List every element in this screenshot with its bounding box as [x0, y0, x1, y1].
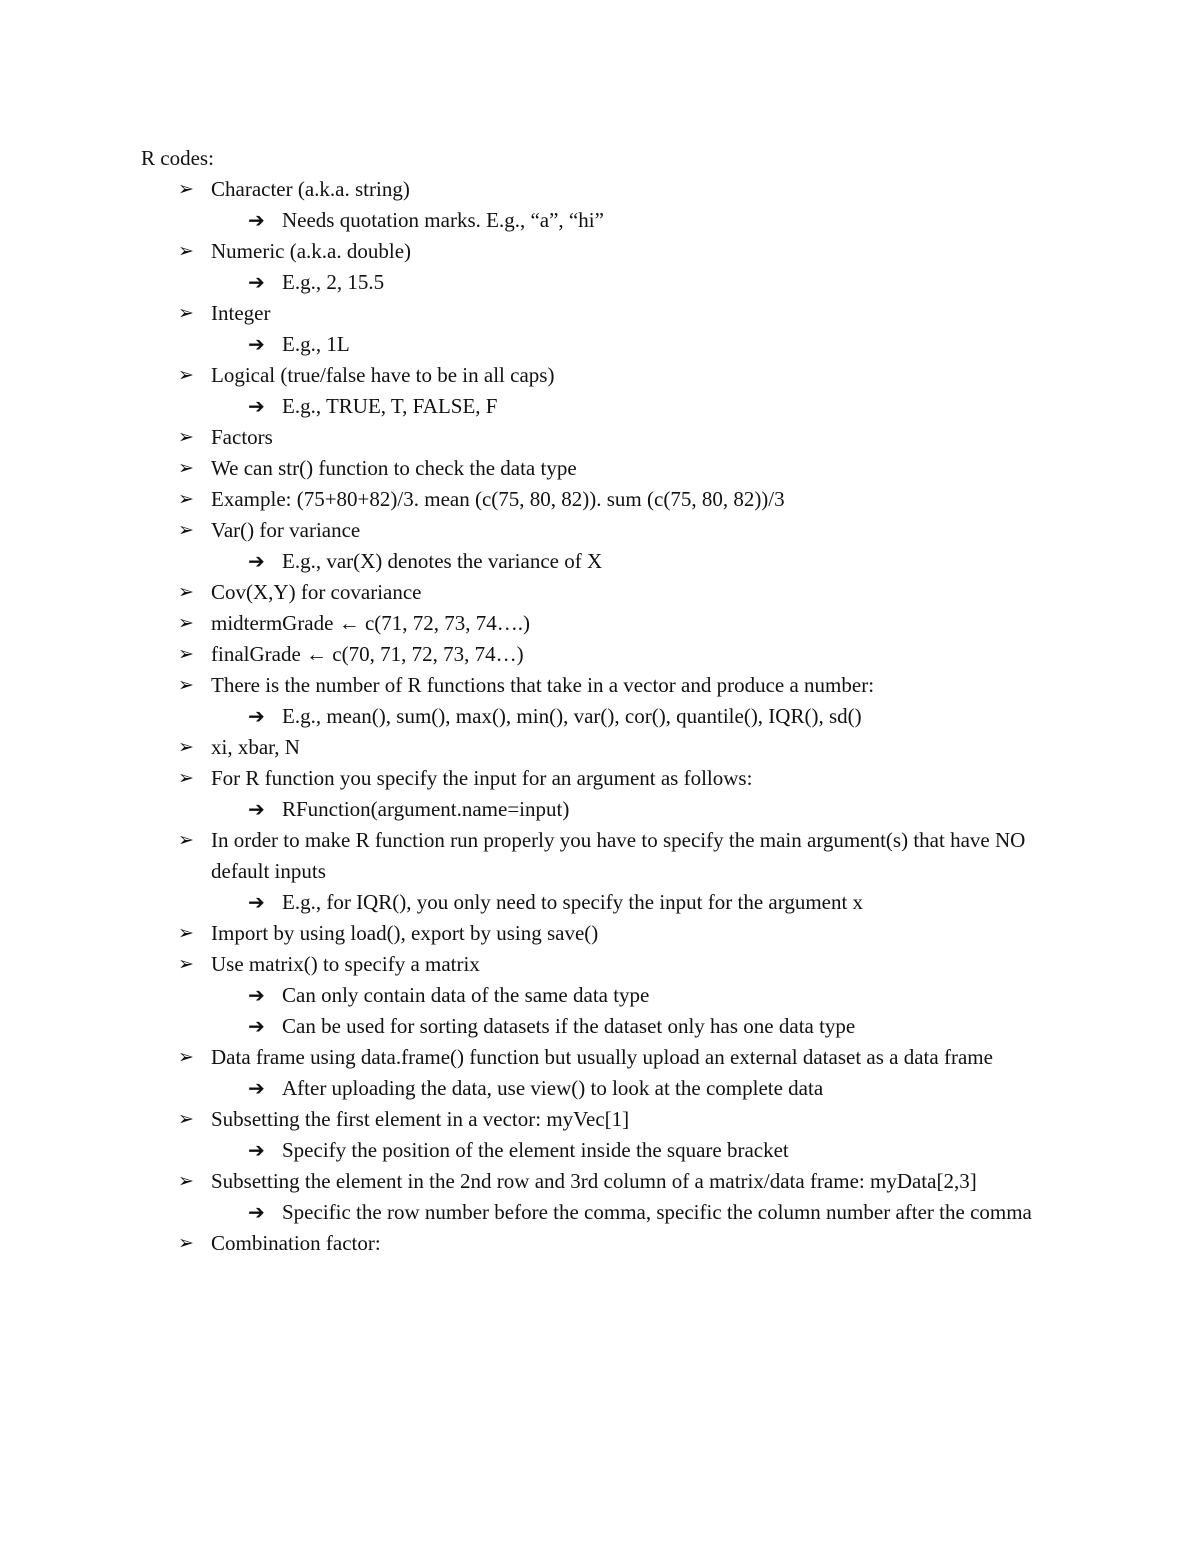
right-arrow-bullet-icon: ➔ — [248, 549, 265, 573]
arrowhead-bullet-icon: ➢ — [178, 1170, 194, 1192]
list-item-text: midtermGrade ← c(71, 72, 73, 74….) — [211, 611, 531, 635]
sub-list-item — [0, 1135, 1062, 1166]
list-item — [0, 515, 1051, 546]
arrowhead-bullet-icon: ➢ — [178, 767, 194, 789]
sub-list-item — [0, 546, 1062, 577]
arrowhead-bullet-icon: ➢ — [178, 829, 194, 851]
right-arrow-bullet-icon: ➔ — [248, 797, 265, 821]
list-item-text: xi, xbar, N — [211, 735, 300, 759]
sub-list-item-text: Specify the position of the element inside the square bracket — [282, 1138, 789, 1162]
sub-list-item-text: Needs quotation marks. E.g., “a”, “hi” — [282, 208, 604, 232]
list-item — [0, 608, 1051, 639]
sub-list-item-text: E.g., TRUE, T, FALSE, F — [282, 394, 498, 418]
list-item-text: Combination factor: — [211, 1231, 381, 1255]
right-arrow-bullet-icon: ➔ — [248, 1138, 265, 1162]
list-item-text: Subsetting the first element in a vector: myVec[1] — [211, 1107, 630, 1131]
right-arrow-bullet-icon: ➔ — [248, 394, 265, 418]
arrowhead-bullet-icon: ➢ — [178, 922, 194, 944]
list-item-text: Factors — [211, 425, 273, 449]
arrowhead-bullet-icon: ➢ — [178, 426, 194, 448]
list-item — [0, 918, 1051, 949]
sub-list-item-text: RFunction(argument.name=input) — [282, 797, 570, 821]
sub-list-item — [0, 1011, 1062, 1042]
arrowhead-bullet-icon: ➢ — [178, 178, 194, 200]
list-item-text: Data frame using data.frame() function but usually upload an external dataset as a data frame — [211, 1045, 993, 1069]
arrowhead-bullet-icon: ➢ — [178, 519, 194, 541]
list-item — [0, 360, 1051, 391]
arrowhead-bullet-icon: ➢ — [178, 1232, 194, 1254]
arrowhead-bullet-icon: ➢ — [178, 1108, 194, 1130]
arrowhead-bullet-icon: ➢ — [178, 240, 194, 262]
list-item — [0, 236, 1051, 267]
sub-list-item-text: E.g., 1L — [282, 332, 350, 356]
list-item — [0, 825, 1051, 887]
list-item — [0, 949, 1051, 980]
list-item-text: Example: (75+80+82)/3. mean (c(75, 80, 82)). sum (c(75, 80, 82))/3 — [211, 487, 785, 511]
list-item — [0, 453, 1051, 484]
right-arrow-bullet-icon: ➔ — [248, 1076, 265, 1100]
right-arrow-bullet-icon: ➔ — [248, 983, 265, 1007]
list-item — [0, 174, 1051, 205]
list-item-text: Integer — [211, 301, 271, 325]
right-arrow-bullet-icon: ➔ — [248, 704, 265, 728]
list-item-text: In order to make R function run properly you have to specify the main argument(s) that have NO default inputs — [211, 828, 1026, 883]
arrowhead-bullet-icon: ➢ — [178, 457, 194, 479]
sub-list-item-text: E.g., 2, 15.5 — [282, 270, 385, 294]
sub-list-item-text: E.g., var(X) denotes the variance of X — [282, 549, 603, 573]
sub-list-item — [0, 267, 1062, 298]
sub-list-item — [0, 980, 1062, 1011]
list-item — [0, 732, 1051, 763]
list-item-text: For R function you specify the input for an argument as follows: — [211, 766, 753, 790]
arrowhead-bullet-icon: ➢ — [178, 643, 194, 665]
sub-list-item — [0, 1073, 1062, 1104]
list-item — [0, 577, 1051, 608]
sub-list-item-text: E.g., for IQR(), you only need to specify the input for the argument x — [282, 890, 864, 914]
list-item-text: Character (a.k.a. string) — [211, 177, 410, 201]
page-title: R codes: — [141, 146, 214, 170]
list-item-text: Subsetting the element in the 2nd row and 3rd column of a matrix/data frame: myData[2,3] — [211, 1169, 977, 1193]
sub-list-item — [0, 391, 1062, 422]
sub-list-item — [0, 794, 1062, 825]
list-item-text: We can str() function to check the data type — [211, 456, 577, 480]
list-item-text: Var() for variance — [211, 518, 361, 542]
list-item-text: There is the number of R functions that take in a vector and produce a number: — [211, 673, 875, 697]
list-item-text: Use matrix() to specify a matrix — [211, 952, 480, 976]
sub-list-item-text: Specific the row number before the comma, specific the column number after the comma — [282, 1200, 1032, 1224]
list-item-text: Import by using load(), export by using save() — [211, 921, 599, 945]
arrowhead-bullet-icon: ➢ — [178, 581, 194, 603]
sub-list-item — [0, 701, 1062, 732]
arrowhead-bullet-icon: ➢ — [178, 1046, 194, 1068]
list-item-text: Cov(X,Y) for covariance — [211, 580, 422, 604]
list-item — [0, 1166, 1051, 1197]
list-item — [0, 639, 1051, 670]
sub-list-item-text: Can only contain data of the same data type — [282, 983, 650, 1007]
list-item-text: finalGrade ← c(70, 71, 72, 73, 74…) — [211, 642, 524, 666]
list-item — [0, 670, 1051, 701]
sub-list-item-text: Can be used for sorting datasets if the dataset only has one data type — [282, 1014, 856, 1038]
arrowhead-bullet-icon: ➢ — [178, 488, 194, 510]
list-item — [0, 763, 1051, 794]
arrowhead-bullet-icon: ➢ — [178, 953, 194, 975]
arrowhead-bullet-icon: ➢ — [178, 674, 194, 696]
right-arrow-bullet-icon: ➔ — [248, 1014, 265, 1038]
list-item — [0, 1228, 1051, 1259]
right-arrow-bullet-icon: ➔ — [248, 890, 265, 914]
list-item — [0, 1104, 1051, 1135]
arrowhead-bullet-icon: ➢ — [178, 302, 194, 324]
right-arrow-bullet-icon: ➔ — [248, 208, 265, 232]
list-item — [0, 1042, 1051, 1073]
sub-list-item — [0, 887, 1062, 918]
sub-list-item — [0, 1197, 1062, 1228]
list-item — [0, 422, 1051, 453]
bullet-list — [0, 174, 1200, 1259]
right-arrow-bullet-icon: ➔ — [248, 1200, 265, 1224]
sub-list-item — [0, 205, 1062, 236]
list-item-text: Numeric (a.k.a. double) — [211, 239, 412, 263]
list-item — [0, 484, 1051, 515]
sub-list-item — [0, 329, 1062, 360]
sub-list-item-text: After uploading the data, use view() to look at the complete data — [282, 1076, 824, 1100]
right-arrow-bullet-icon: ➔ — [248, 332, 265, 356]
list-item-text: Logical (true/false have to be in all caps) — [211, 363, 555, 387]
arrowhead-bullet-icon: ➢ — [178, 364, 194, 386]
right-arrow-bullet-icon: ➔ — [248, 270, 265, 294]
arrowhead-bullet-icon: ➢ — [178, 612, 194, 634]
sub-list-item-text: E.g., mean(), sum(), max(), min(), var(), cor(), quantile(), IQR(), sd() — [282, 704, 862, 728]
arrowhead-bullet-icon: ➢ — [178, 736, 194, 758]
list-item — [0, 298, 1051, 329]
